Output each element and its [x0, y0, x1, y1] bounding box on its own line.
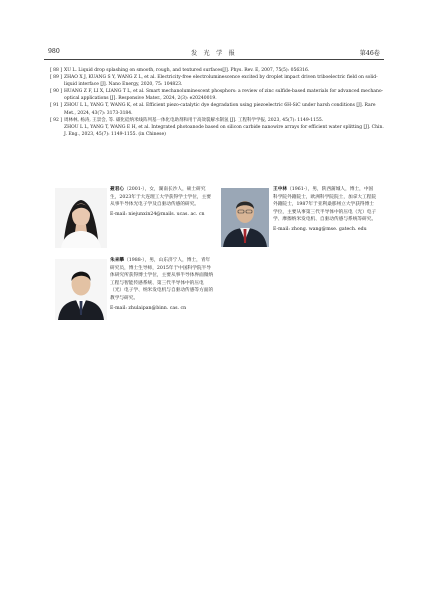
author-name: 王中林	[273, 187, 288, 192]
author-bio-zhu	[110, 257, 214, 312]
reference-item	[50, 67, 384, 74]
author-email: E-mail: zhong. wang@mse. gatech. edu	[273, 226, 367, 232]
journal-title: 发 光 学 报	[190, 50, 238, 57]
reference-item	[50, 88, 384, 102]
reference-number: [ 88 ]	[50, 68, 63, 73]
reference-number: [ 89 ]	[50, 75, 63, 81]
author-email: E-mail: niejunxin24@mails. ucas. ac. cn	[110, 211, 205, 217]
page-header	[44, 47, 384, 60]
reference-text: ZHAO X J, KUANG S Y, WANG Z L, et al. Electricity-free electroluminescence excited by droplet impact driven triboelectric field on solid-liquid interface [J]. Nano Energy, 2020, 75: 104823.	[64, 75, 378, 88]
author-bio-text: （1988-），男，山东济宁人，博士，青年研究员，博士生导师，2015年于中国科学院半导体研究所获得博士学位，主要从事半导体界面微纳工程与智能传感系统、第三代半导体中的压电（光）电子学、纳米发电机与自驱动传感等方面的教学与研究。	[110, 258, 214, 301]
volume-label: 第46卷	[359, 50, 380, 57]
author-bio-nie	[110, 186, 214, 218]
reference-text-chinese: 周林林, 杨涛, 王景会, 等. 碳化硅纳米线阵列基一体化电助剂和用于高效裂解水制氢 [J]. 工程科学学报, 2023, 45(7): 1149-1155.	[64, 117, 324, 123]
author-bio-text: （2001-），女，湖南长沙人，硕士研究生，2023年于大连理工大学获得学士学位，主要从事半导体光电子学及自驱动传感的研究。	[110, 187, 211, 208]
reference-number: [ 92 ]	[50, 117, 63, 123]
author-name: 聂君心	[110, 187, 125, 192]
author-photo-wang	[221, 188, 269, 247]
reference-list	[50, 67, 384, 138]
author-photo-zhu	[55, 259, 107, 320]
reference-text	[64, 117, 384, 138]
reference-text: ZHOU L L, YANG T, WANG K, et al. Efficient piezo-catalytic dye degradation using piezoelectric 6H-SiC under harsh conditions [J]. Rare Met., 2024, 43(7): 3173-3184.	[64, 103, 376, 116]
author-email: E-mail: zhulaipan@binn. cas. cn	[110, 305, 187, 311]
reference-number: [ 90 ]	[50, 89, 63, 95]
author-bio-text: （1961-），男，陕西蒲城人，博士，中国科学院外籍院士，欧洲科学院院士，加拿大工程院外籍院士，1987年于亚利桑那州立大学获得博士学位，主要从事第三代半导体中的压电（光）电子学、摩擦纳米发电机、自驱动传感与系统等研究。	[273, 187, 377, 223]
author-photo-nie	[55, 188, 107, 248]
page-number: 980	[48, 48, 60, 55]
reference-item	[50, 74, 384, 88]
reference-text: HUANG Z F, LI X, LIANG T L, et al. Smart mechanoluminescent phosphors: a review of zinc sulfide-based materials for advanced mechano-optical applications [J]. Responsive Mater., 2024, 2(3): e20240019.	[64, 89, 384, 102]
reference-text-english: ZHOU L L, YANG T, WANG E H, et al. Integrated photoanode based on silicon carbide nanowire arrays for efficient water splitting [J]. Chin. J. Eng., 2023, 45(7): 1149-1155. (in Chinese)	[64, 124, 384, 137]
reference-text: XU L. Liquid drop splashing on smooth, rough, and textured surfaces[J]. Phys. Rev. E, 2007, 75(5): 056316.	[64, 68, 310, 73]
author-bio-wang	[273, 186, 377, 234]
reference-item	[50, 102, 384, 116]
reference-number: [ 91 ]	[50, 103, 63, 109]
reference-item	[50, 117, 384, 138]
author-name: 朱来攀	[110, 258, 125, 263]
